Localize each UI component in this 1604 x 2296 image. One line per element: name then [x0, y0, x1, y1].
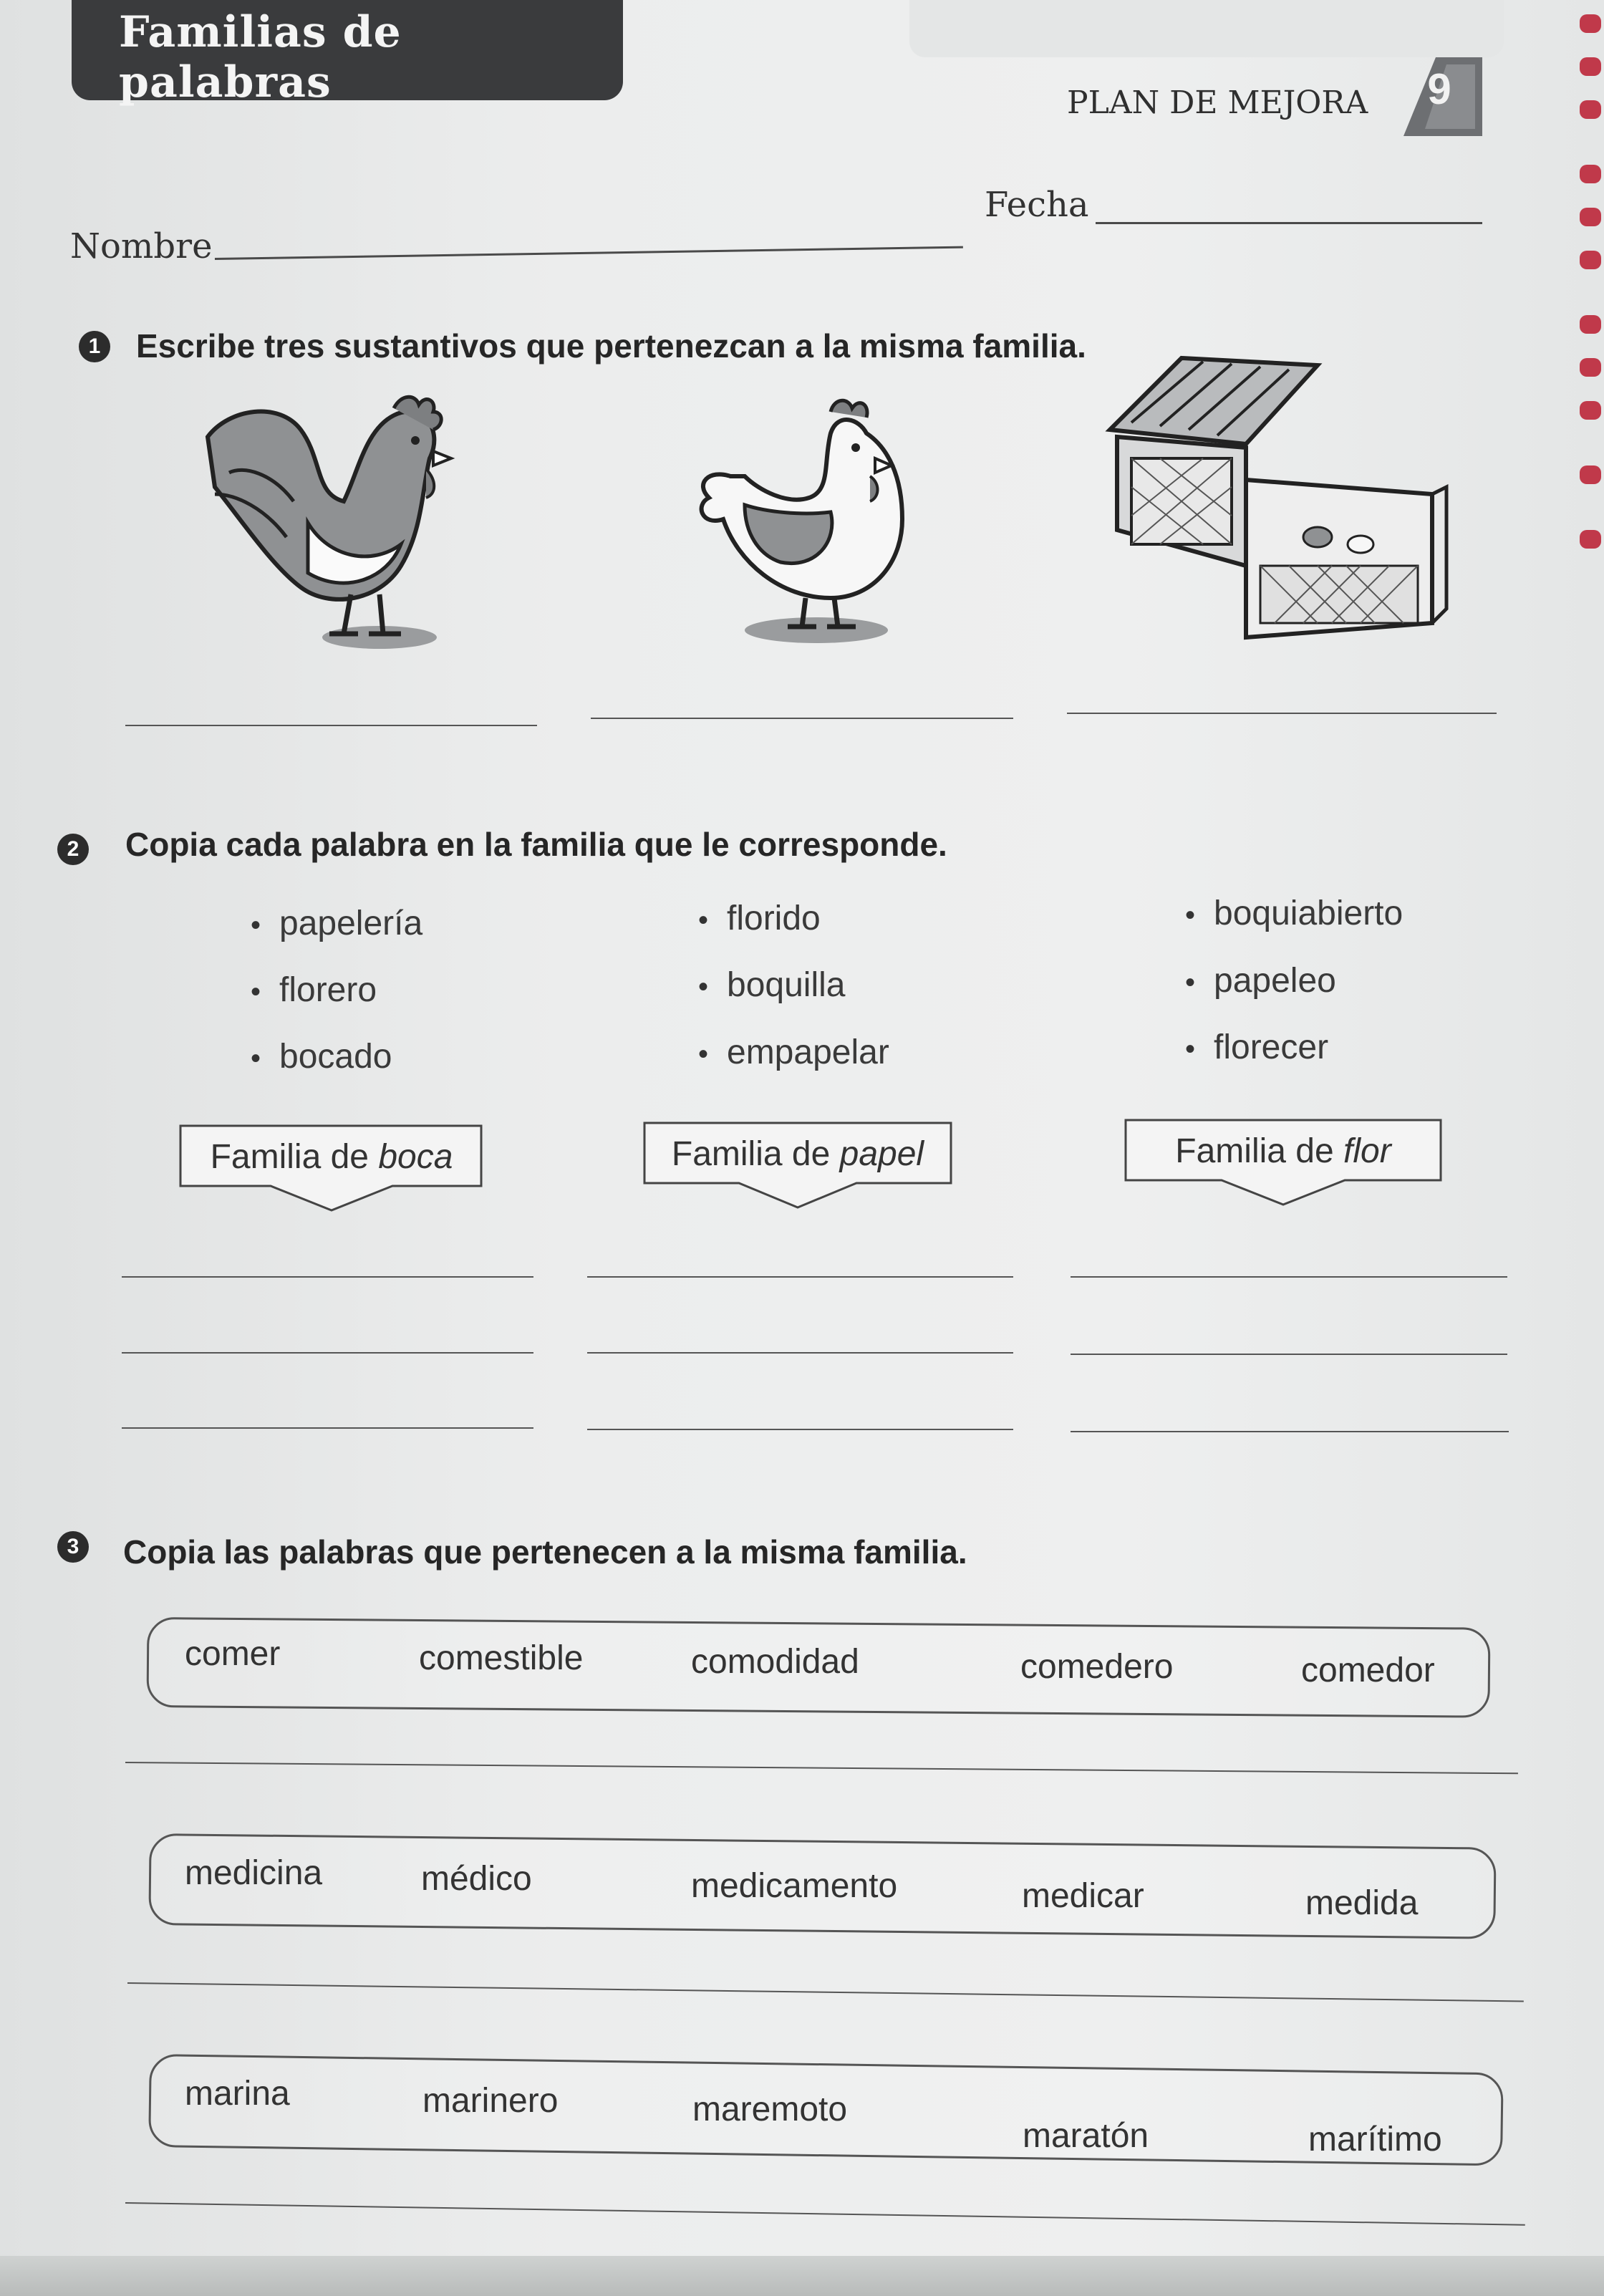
answer-line-group-2[interactable] — [127, 1982, 1524, 2002]
answer-line-boca-1[interactable] — [122, 1276, 533, 1278]
group-word: comer — [185, 1635, 281, 1673]
group-word: medicamento — [691, 1867, 898, 1905]
name-label: Nombre — [70, 226, 213, 266]
answer-line-flor-3[interactable] — [1071, 1431, 1509, 1432]
answer-line-flor-2[interactable] — [1071, 1354, 1507, 1355]
group-word: comodidad — [691, 1643, 859, 1681]
answer-line-papel-1[interactable] — [587, 1276, 1013, 1278]
word-item: • florido — [698, 899, 821, 938]
group-word: maratón — [1023, 2117, 1149, 2155]
unit-number: 9 — [1427, 65, 1451, 113]
group-word: comedor — [1301, 1651, 1435, 1689]
exercise-2-badge: 2 — [57, 834, 89, 865]
group-word: comestible — [419, 1639, 584, 1677]
answer-line-group-1[interactable] — [125, 1762, 1518, 1774]
group-word: comedero — [1020, 1648, 1174, 1686]
answer-line-boca-2[interactable] — [122, 1352, 533, 1354]
rooster-illustration — [186, 387, 487, 659]
group-word: marinero — [422, 2082, 559, 2120]
answer-line-1c[interactable] — [1067, 713, 1497, 714]
answer-line-papel-2[interactable] — [587, 1352, 1013, 1354]
word-item: • florero — [251, 970, 377, 1010]
page-title: Familias de palabras — [119, 7, 402, 107]
group-word: medicina — [185, 1854, 323, 1892]
header-tab-decoration — [909, 0, 1504, 57]
name-field[interactable] — [215, 246, 963, 260]
exercise-1-badge: 1 — [79, 331, 110, 362]
exercise-2-instruction: Copia cada palabra en la familia que le corresponde. — [125, 826, 947, 863]
page-bottom-shadow — [0, 2256, 1604, 2296]
word-item: • boquilla — [698, 965, 845, 1005]
family-label-boca: Familia de boca — [210, 1138, 453, 1176]
exercise-3-instruction: Copia las palabras que pertenecen a la misma familia. — [123, 1533, 967, 1571]
group-word: marítimo — [1308, 2121, 1442, 2158]
word-item: • empapelar — [698, 1033, 889, 1072]
family-label-flor: Familia de flor — [1175, 1132, 1391, 1170]
spiral-binding — [1575, 0, 1604, 859]
hen-illustration — [687, 390, 931, 648]
exercise-1-instruction: Escribe tres sustantivos que pertenezcan a la misma familia. — [136, 327, 1086, 365]
word-item: • boquiabierto — [1185, 894, 1403, 933]
date-field[interactable] — [1096, 222, 1482, 224]
group-word: maremoto — [692, 2090, 848, 2128]
word-item: • bocado — [251, 1037, 392, 1076]
plan-label: PLAN DE MEJORA — [1067, 85, 1368, 121]
word-item: • papeleo — [1185, 961, 1336, 1000]
answer-line-boca-3[interactable] — [122, 1427, 533, 1429]
family-label-papel: Familia de papel — [671, 1135, 924, 1173]
group-word: marina — [185, 2075, 290, 2113]
group-word: medida — [1305, 1884, 1419, 1922]
answer-line-flor-1[interactable] — [1071, 1276, 1507, 1278]
answer-line-papel-3[interactable] — [587, 1429, 1013, 1430]
group-word: médico — [421, 1860, 532, 1898]
exercise-3-badge: 3 — [57, 1531, 89, 1563]
date-label: Fecha — [985, 185, 1089, 225]
group-word: medicar — [1022, 1877, 1144, 1915]
word-item: • papelería — [251, 904, 422, 943]
answer-line-group-3[interactable] — [125, 2202, 1525, 2226]
title-tab — [72, 0, 623, 107]
answer-line-1a[interactable] — [125, 725, 537, 726]
answer-line-1b[interactable] — [591, 718, 1013, 719]
henhouse-illustration — [1103, 351, 1461, 645]
word-item: • florecer — [1185, 1028, 1328, 1067]
